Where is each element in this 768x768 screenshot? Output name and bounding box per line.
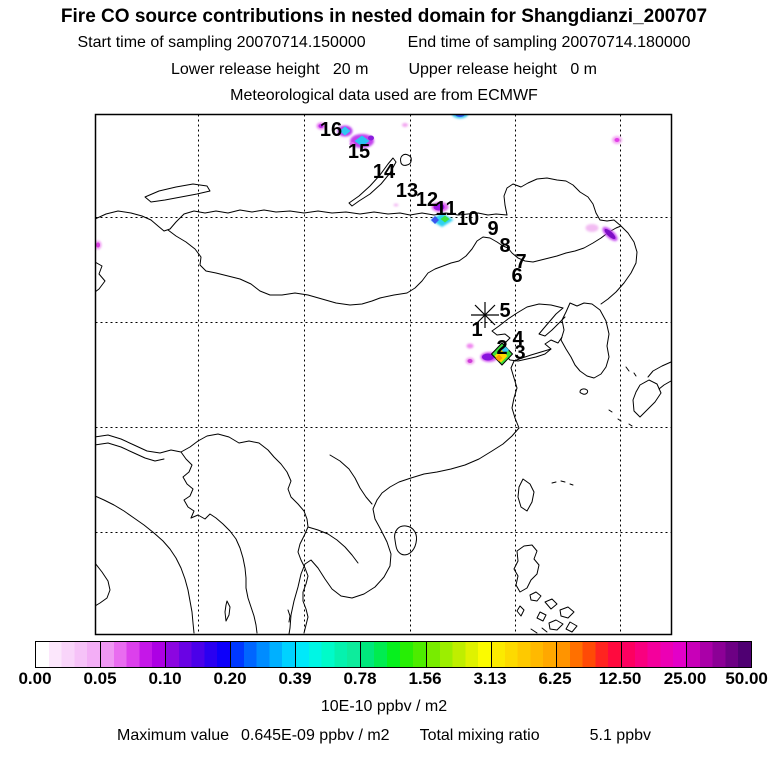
colorbar-tick-label: 1.56: [408, 669, 442, 688]
colorbar-tick-label: 50.00: [725, 669, 768, 688]
trajectory-point-label: 7: [515, 251, 527, 273]
trajectory-point-label: 12: [415, 189, 439, 211]
trajectory-point-label: 13: [395, 180, 419, 202]
coastlines: [95, 154, 671, 634]
trajectory-point-label: 9: [487, 218, 499, 240]
colorbar-segment: [557, 642, 622, 667]
trajectory-point-label: 15: [347, 141, 371, 163]
colorbar-tick-label: 6.25: [538, 669, 572, 688]
trajectory-point-label: 6: [511, 265, 523, 287]
colorbar-segment: [296, 642, 361, 667]
upper-release-label: Upper release height 0 m: [408, 61, 597, 78]
colorbar-segment: [101, 642, 166, 667]
lower-release-label: Lower release height 20 m: [171, 61, 369, 78]
colorbar-tick-label: 0.78: [343, 669, 377, 688]
max-value-label: Maximum value: [116, 727, 230, 744]
page-title: Fire CO source contributions in nested domain for Shangdianzi_200707: [60, 6, 708, 27]
trajectory-point-label: 4: [512, 328, 524, 350]
colorbar-tick-label: 25.00: [663, 669, 707, 688]
colorbar-segment: [36, 642, 101, 667]
max-value: 0.645E-09 ppbv / m2: [241, 727, 390, 744]
met-source-label: Meteorological data used are from ECMWF: [230, 87, 538, 104]
colorbar-tick-label: 0.10: [148, 669, 182, 688]
colorbar-tick-label: 3.13: [473, 669, 507, 688]
colorbar-unit-label: 10E-10 ppbv / m2: [320, 698, 448, 715]
colorbar-tick-label: 0.39: [278, 669, 312, 688]
colorbar-tick-label: 0.00: [18, 669, 52, 688]
colorbar-tick-label: 0.05: [83, 669, 117, 688]
colorbar-tick-label: 12.50: [598, 669, 642, 688]
mixing-ratio-value: 5.1 ppbv: [589, 727, 651, 744]
hotspot-dot-left-b: [466, 358, 475, 365]
colorbar-tick-labels: [0, 669, 768, 689]
colorbar-segment: [166, 642, 231, 667]
colorbar-segment: [687, 642, 751, 667]
hotspot-dot-tiny: [394, 204, 399, 207]
trajectory-point-label: 2: [496, 337, 508, 359]
trajectory-point-label: 5: [499, 300, 511, 322]
colorbar-segment: [427, 642, 492, 667]
trajectory-point-label: 14: [372, 161, 396, 183]
footer-stats-line: [0, 727, 768, 745]
hotspot-dot-ne: [612, 136, 622, 144]
colorbar-segment: [231, 642, 296, 667]
colorbar-tick-label: 0.20: [213, 669, 247, 688]
colorbar-segment: [492, 642, 557, 667]
trajectory-point-label: 10: [456, 208, 480, 230]
start-time-label: Start time of sampling 20070714.150000: [77, 34, 366, 51]
mixing-ratio-label: Total mixing ratio: [419, 727, 540, 744]
trajectory-point-label: 8: [499, 235, 511, 257]
trajectory-point-label: 3: [514, 342, 526, 364]
trajectory-point-label: 1: [471, 319, 483, 341]
hotspot-dot-left-a: [467, 344, 474, 349]
colorbar: [35, 641, 752, 668]
colorbar-segment: [361, 642, 426, 667]
hotspot-east-halo: [586, 224, 599, 232]
end-time-label: End time of sampling 20070714.180000: [407, 34, 691, 51]
hotspot-dot-nw: [402, 123, 408, 127]
trajectory-point-label: 11: [435, 198, 457, 220]
trajectory-point-label: 16: [319, 119, 343, 141]
colorbar-segment: [622, 642, 687, 667]
